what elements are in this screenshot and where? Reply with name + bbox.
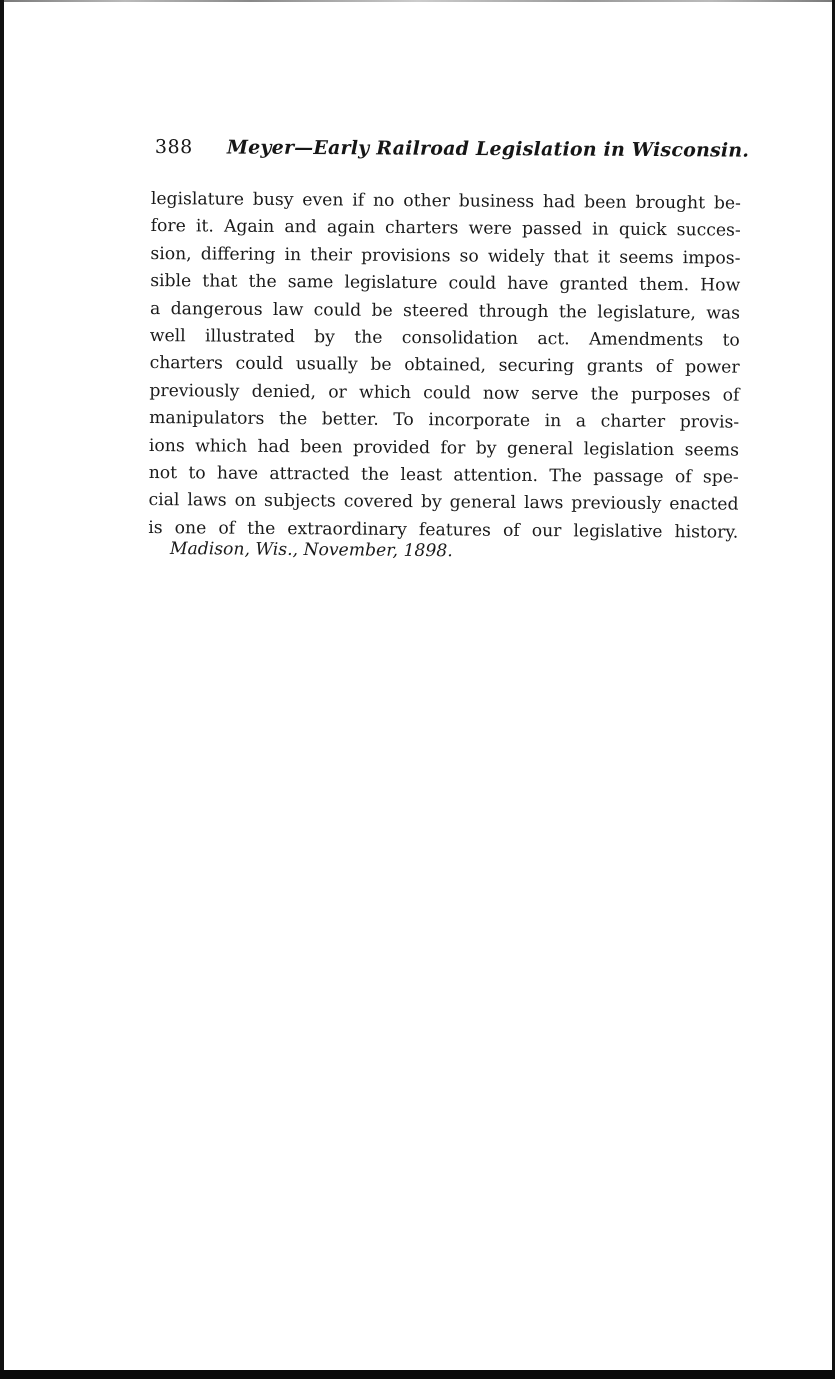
page-header	[154, 136, 750, 162]
text-line: a dangerous law could be steered through the legislature, was	[149, 298, 741, 324]
text-line: not to have attracted the least attention. The passage of spe-	[148, 462, 739, 488]
scan-top-edge	[0, 0, 835, 2]
page-number: 388	[154, 136, 193, 159]
text-line: previously denied, or which could now serve the purposes of	[149, 380, 740, 406]
text-line: ions which had been provided for by general legislation seems	[148, 435, 740, 461]
text-line: is one of the extraordinary features of our legislative history.	[148, 517, 739, 543]
scan-left-edge	[0, 0, 4, 1379]
text-line: sion, differing in their provisions so widely that it seems impos-	[150, 243, 741, 269]
text-line: charters could usually be obtained, securing grants of power	[149, 353, 740, 378]
text-line: fore it. Again and again charters were passed in quick succes-	[150, 216, 741, 242]
place-date-signoff: Madison, Wis., November, 1898.	[169, 539, 453, 562]
text-line: legislature busy even if no other business had been brought be-	[150, 188, 741, 214]
text-line: well illustrated by the consolidation act. Amendments to	[149, 325, 740, 351]
text-line: cial laws on subjects covered by general laws previously enacted	[148, 490, 739, 515]
body-paragraph	[148, 186, 741, 547]
scan-bottom-edge	[0, 1370, 835, 1379]
text-line: manipulators the better. To incorporate in a charter provis-	[149, 408, 740, 433]
running-head: Meyer—Early Railroad Legislation in Wisconsin.	[226, 136, 750, 162]
text-line: sible that the same legislature could have granted them. How	[150, 271, 741, 296]
